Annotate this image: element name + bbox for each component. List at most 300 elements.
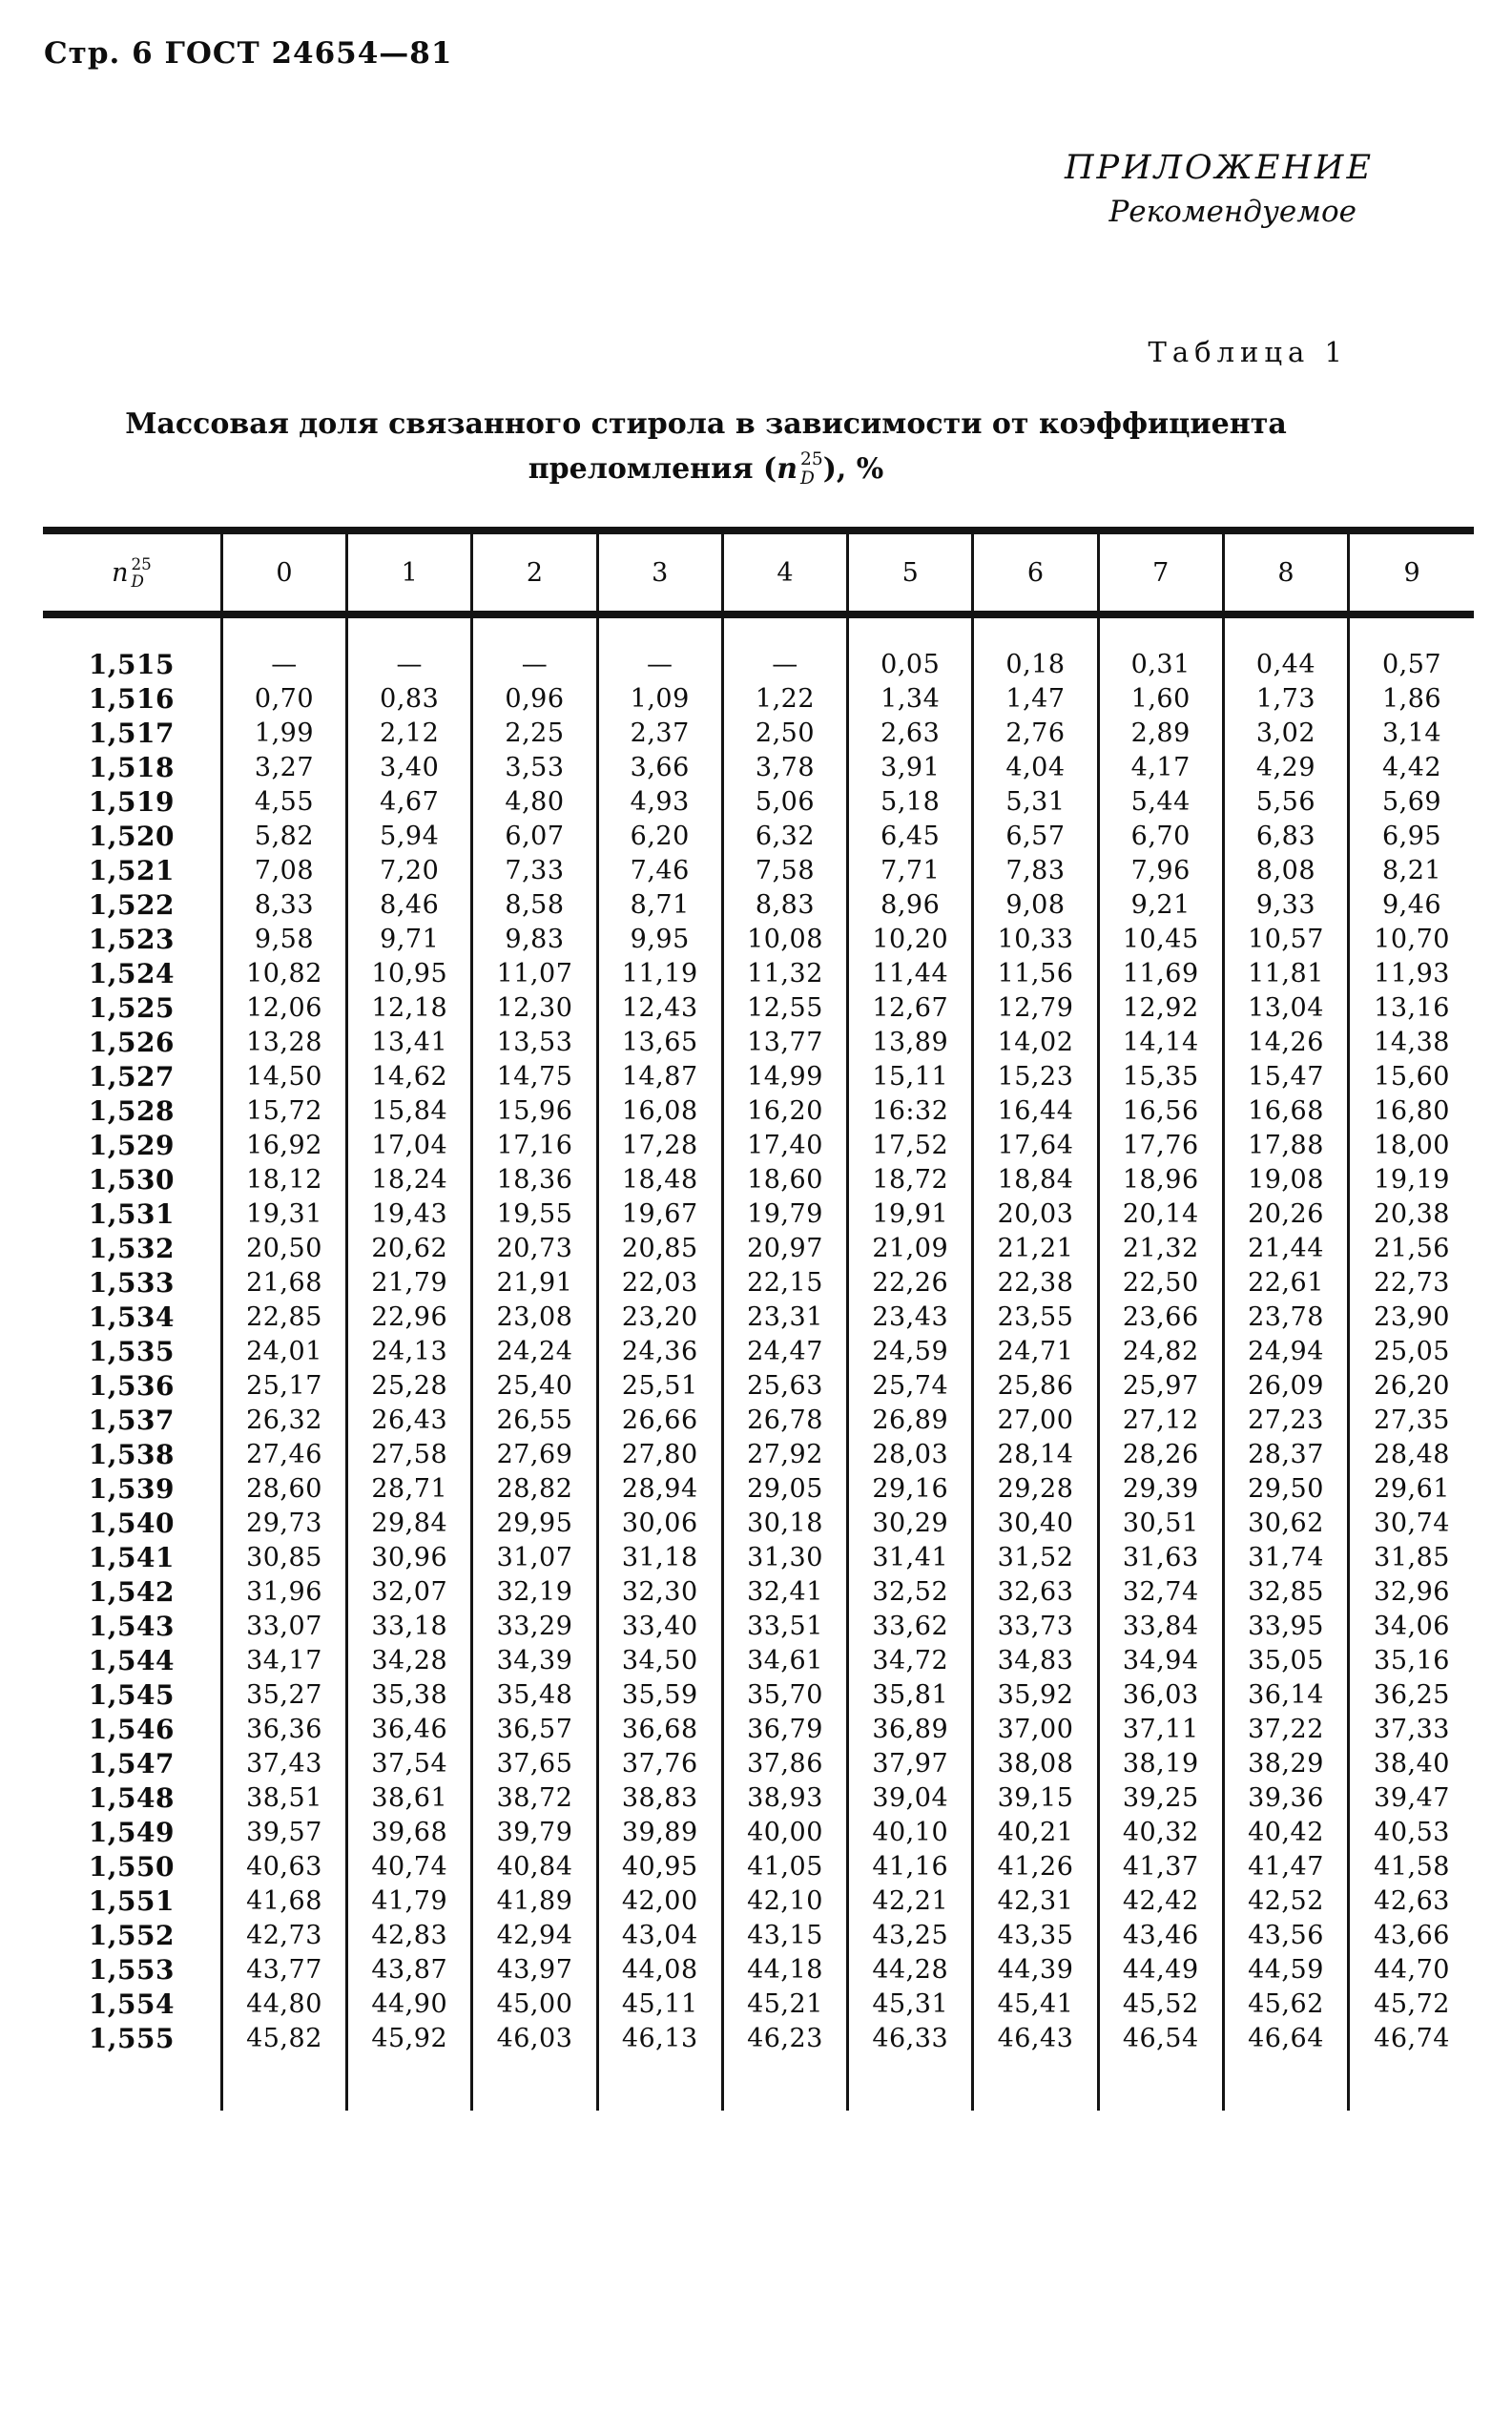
- value-cell: 29,39: [1098, 1471, 1223, 1506]
- value-cell: 42,31: [973, 1883, 1098, 1918]
- value-cell: 27,69: [472, 1437, 597, 1471]
- value-cell: 10,57: [1223, 922, 1348, 956]
- value-cell: 26,66: [597, 1403, 722, 1437]
- value-cell: 15,11: [848, 1059, 973, 1093]
- empty-cell: [472, 2055, 597, 2111]
- value-cell: 39,15: [973, 1780, 1098, 1815]
- value-cell: 44,80: [221, 1987, 346, 2021]
- value-cell: 26,55: [472, 1403, 597, 1437]
- value-cell: —: [347, 614, 472, 681]
- value-cell: 22,03: [597, 1265, 722, 1300]
- value-cell: 19,79: [722, 1197, 847, 1231]
- value-cell: 5,06: [722, 784, 847, 819]
- empty-cell: [1349, 2055, 1474, 2111]
- value-cell: 33,18: [347, 1609, 472, 1643]
- value-cell: 21,09: [848, 1231, 973, 1265]
- value-cell: 4,93: [597, 784, 722, 819]
- title-line2-prefix: преломления (: [528, 451, 777, 486]
- nd-value: 1,536: [88, 1369, 176, 1402]
- nd-value: 1,552: [88, 1919, 176, 1951]
- nd-value: 1,517: [88, 717, 176, 749]
- value-cell: 4,29: [1223, 750, 1348, 784]
- value-cell: 38,08: [973, 1746, 1098, 1780]
- value-cell: 3,14: [1349, 716, 1474, 750]
- table-row: [43, 1574, 1474, 1609]
- value-cell: 41,58: [1349, 1849, 1474, 1883]
- value-cell: 5,18: [848, 784, 973, 819]
- value-cell: 24,59: [848, 1334, 973, 1368]
- value-cell: 40,32: [1098, 1815, 1223, 1849]
- value-cell: 20,14: [1098, 1197, 1223, 1231]
- value-cell: 12,18: [347, 990, 472, 1025]
- value-cell: 46,64: [1223, 2021, 1348, 2055]
- value-cell: 42,52: [1223, 1883, 1348, 1918]
- value-cell: 35,05: [1223, 1643, 1348, 1677]
- value-cell: 32,74: [1098, 1574, 1223, 1609]
- value-cell: 5,82: [221, 819, 346, 853]
- value-cell: 21,68: [221, 1265, 346, 1300]
- value-cell: 25,51: [597, 1368, 722, 1403]
- value-cell: 37,76: [597, 1746, 722, 1780]
- value-cell: 27,80: [597, 1437, 722, 1471]
- value-cell: 46,33: [848, 2021, 973, 2055]
- value-cell: 9,46: [1349, 887, 1474, 922]
- value-cell: 22,38: [973, 1265, 1098, 1300]
- value-cell: 18,72: [848, 1162, 973, 1197]
- value-cell: 17,64: [973, 1128, 1098, 1162]
- value-cell: 34,72: [848, 1643, 973, 1677]
- value-cell: 45,41: [973, 1987, 1098, 2021]
- value-cell: 1,34: [848, 681, 973, 716]
- empty-cell: [43, 2055, 221, 2111]
- value-cell: 42,73: [221, 1918, 346, 1952]
- table-row: [43, 1334, 1474, 1368]
- value-cell: 3,53: [472, 750, 597, 784]
- nd-value: 1,530: [88, 1163, 176, 1196]
- value-cell: 27,92: [722, 1437, 847, 1471]
- value-cell: 40,63: [221, 1849, 346, 1883]
- value-cell: 12,06: [221, 990, 346, 1025]
- value-cell: 36,57: [472, 1712, 597, 1746]
- value-cell: 26,32: [221, 1403, 346, 1437]
- value-cell: 37,97: [848, 1746, 973, 1780]
- value-cell: 46,13: [597, 2021, 722, 2055]
- table-title-line1: Массовая доля связанного стирола в зависимости от коэффициента: [125, 407, 1287, 441]
- value-cell: 8,46: [347, 887, 472, 922]
- appendix-subtitle: Рекомендуемое: [1108, 195, 1357, 229]
- value-cell: 14,62: [347, 1059, 472, 1093]
- value-cell: 11,69: [1098, 956, 1223, 990]
- value-cell: 3,66: [597, 750, 722, 784]
- nd-value: 1,546: [88, 1713, 176, 1745]
- value-cell: 42,10: [722, 1883, 847, 1918]
- value-cell: 39,89: [597, 1815, 722, 1849]
- table-row: [43, 1746, 1474, 1780]
- value-cell: 32,19: [472, 1574, 597, 1609]
- table-row: [43, 1059, 1474, 1093]
- empty-cell: [973, 2055, 1098, 2111]
- nd-value: 1,521: [88, 854, 176, 886]
- value-cell: 15,60: [1349, 1059, 1474, 1093]
- value-cell: 35,70: [722, 1677, 847, 1712]
- value-cell: 44,39: [973, 1952, 1098, 1987]
- value-cell: 37,86: [722, 1746, 847, 1780]
- value-cell: 17,04: [347, 1128, 472, 1162]
- title-line2-suffix: ), %: [822, 451, 884, 486]
- value-cell: 37,00: [973, 1712, 1098, 1746]
- value-cell: 6,70: [1098, 819, 1223, 853]
- table-body: [43, 614, 1474, 2111]
- nd-value: 1,533: [88, 1266, 176, 1299]
- value-cell: 35,59: [597, 1677, 722, 1712]
- value-cell: 31,07: [472, 1540, 597, 1574]
- value-cell: 41,37: [1098, 1849, 1223, 1883]
- value-cell: 25,86: [973, 1368, 1098, 1403]
- value-cell: 29,28: [973, 1471, 1098, 1506]
- value-cell: 45,92: [347, 2021, 472, 2055]
- col-header-1: 1: [347, 531, 472, 614]
- nd-value: 1,526: [88, 1026, 176, 1058]
- value-cell: 14,02: [973, 1025, 1098, 1059]
- value-cell: 1,22: [722, 681, 847, 716]
- col-header-5: 5: [848, 531, 973, 614]
- value-cell: 7,08: [221, 853, 346, 887]
- styrene-table: [43, 527, 1474, 2111]
- value-cell: 21,32: [1098, 1231, 1223, 1265]
- value-cell: 6,57: [973, 819, 1098, 853]
- value-cell: 6,07: [472, 819, 597, 853]
- value-cell: 4,67: [347, 784, 472, 819]
- table-row: [43, 681, 1474, 716]
- value-cell: 3,27: [221, 750, 346, 784]
- value-cell: 39,57: [221, 1815, 346, 1849]
- value-cell: 24,36: [597, 1334, 722, 1368]
- value-cell: 34,28: [347, 1643, 472, 1677]
- value-cell: 18,00: [1349, 1128, 1474, 1162]
- value-cell: 11,19: [597, 956, 722, 990]
- value-cell: 26,09: [1223, 1368, 1348, 1403]
- value-cell: 25,28: [347, 1368, 472, 1403]
- value-cell: 4,55: [221, 784, 346, 819]
- value-cell: 37,33: [1349, 1712, 1474, 1746]
- value-cell: 3,02: [1223, 716, 1348, 750]
- value-cell: 32,63: [973, 1574, 1098, 1609]
- value-cell: 11,81: [1223, 956, 1348, 990]
- value-cell: 17,16: [472, 1128, 597, 1162]
- value-cell: 45,31: [848, 1987, 973, 2021]
- col-header-nd: [43, 531, 221, 614]
- value-cell: 34,50: [597, 1643, 722, 1677]
- value-cell: 28,82: [472, 1471, 597, 1506]
- col-header-7: 7: [1098, 531, 1223, 614]
- value-cell: 24,13: [347, 1334, 472, 1368]
- value-cell: 6,45: [848, 819, 973, 853]
- value-cell: 13,65: [597, 1025, 722, 1059]
- value-cell: 42,42: [1098, 1883, 1223, 1918]
- value-cell: 11,93: [1349, 956, 1474, 990]
- value-cell: 41,16: [848, 1849, 973, 1883]
- table-row: [43, 1368, 1474, 1403]
- value-cell: 31,30: [722, 1540, 847, 1574]
- value-cell: 11,44: [848, 956, 973, 990]
- value-cell: 44,18: [722, 1952, 847, 1987]
- table-row: [43, 1265, 1474, 1300]
- value-cell: 44,59: [1223, 1952, 1348, 1987]
- nd-value: 1,550: [88, 1850, 176, 1883]
- nd-value: 1,528: [88, 1094, 176, 1127]
- value-cell: 7,46: [597, 853, 722, 887]
- value-cell: 3,91: [848, 750, 973, 784]
- value-cell: 7,83: [973, 853, 1098, 887]
- table-row: [43, 887, 1474, 922]
- nd-value: 1,518: [88, 751, 176, 783]
- value-cell: 30,18: [722, 1506, 847, 1540]
- value-cell: 25,40: [472, 1368, 597, 1403]
- value-cell: 18,96: [1098, 1162, 1223, 1197]
- nd-value: 1,523: [88, 923, 176, 955]
- header-row: [43, 531, 1474, 614]
- value-cell: 33,29: [472, 1609, 597, 1643]
- value-cell: 16:32: [848, 1093, 973, 1128]
- value-cell: 18,24: [347, 1162, 472, 1197]
- value-cell: 16,20: [722, 1093, 847, 1128]
- empty-cell: [597, 2055, 722, 2111]
- nd-value: 1,537: [88, 1404, 176, 1436]
- table-row: [43, 784, 1474, 819]
- value-cell: 11,56: [973, 956, 1098, 990]
- value-cell: 5,56: [1223, 784, 1348, 819]
- value-cell: 35,81: [848, 1677, 973, 1712]
- value-cell: 23,90: [1349, 1300, 1474, 1334]
- value-cell: 8,96: [848, 887, 973, 922]
- table-row: [43, 1093, 1474, 1128]
- value-cell: 41,89: [472, 1883, 597, 1918]
- nd-value: 1,525: [88, 991, 176, 1024]
- value-cell: 18,12: [221, 1162, 346, 1197]
- value-cell: 22,96: [347, 1300, 472, 1334]
- value-cell: 2,25: [472, 716, 597, 750]
- value-cell: 29,16: [848, 1471, 973, 1506]
- value-cell: 10,95: [347, 956, 472, 990]
- value-cell: 22,15: [722, 1265, 847, 1300]
- value-cell: 6,83: [1223, 819, 1348, 853]
- value-cell: 32,07: [347, 1574, 472, 1609]
- value-cell: 46,43: [973, 2021, 1098, 2055]
- value-cell: 20,85: [597, 1231, 722, 1265]
- value-cell: 46,23: [722, 2021, 847, 2055]
- value-cell: 12,55: [722, 990, 847, 1025]
- table-title: [67, 403, 1345, 491]
- value-cell: 20,73: [472, 1231, 597, 1265]
- value-cell: 1,47: [973, 681, 1098, 716]
- value-cell: 19,55: [472, 1197, 597, 1231]
- value-cell: 26,89: [848, 1403, 973, 1437]
- value-cell: 31,18: [597, 1540, 722, 1574]
- value-cell: 41,26: [973, 1849, 1098, 1883]
- page-header: Стр. 6 ГОСТ 24654—81: [44, 36, 453, 71]
- value-cell: 2,37: [597, 716, 722, 750]
- col-header-0: 0: [221, 531, 346, 614]
- value-cell: 24,24: [472, 1334, 597, 1368]
- value-cell: 35,27: [221, 1677, 346, 1712]
- nd-value: 1,529: [88, 1129, 176, 1161]
- value-cell: 27,58: [347, 1437, 472, 1471]
- value-cell: 39,68: [347, 1815, 472, 1849]
- value-cell: 35,92: [973, 1677, 1098, 1712]
- value-cell: 36,89: [848, 1712, 973, 1746]
- value-cell: 33,07: [221, 1609, 346, 1643]
- value-cell: 19,91: [848, 1197, 973, 1231]
- empty-cell: [221, 2055, 346, 2111]
- value-cell: 24,71: [973, 1334, 1098, 1368]
- table-row: [43, 1609, 1474, 1643]
- value-cell: 42,00: [597, 1883, 722, 1918]
- value-cell: 10,70: [1349, 922, 1474, 956]
- value-cell: 13,28: [221, 1025, 346, 1059]
- value-cell: 13,16: [1349, 990, 1474, 1025]
- value-cell: 42,21: [848, 1883, 973, 1918]
- nd-value: 1,535: [88, 1335, 176, 1367]
- value-cell: 46,74: [1349, 2021, 1474, 2055]
- table-row: [43, 750, 1474, 784]
- value-cell: 11,32: [722, 956, 847, 990]
- value-cell: 29,84: [347, 1506, 472, 1540]
- value-cell: 14,50: [221, 1059, 346, 1093]
- value-cell: 1,86: [1349, 681, 1474, 716]
- value-cell: 0,83: [347, 681, 472, 716]
- value-cell: 19,43: [347, 1197, 472, 1231]
- value-cell: 22,61: [1223, 1265, 1348, 1300]
- value-cell: 2,76: [973, 716, 1098, 750]
- value-cell: 4,04: [973, 750, 1098, 784]
- value-cell: 21,79: [347, 1265, 472, 1300]
- value-cell: 39,36: [1223, 1780, 1348, 1815]
- value-cell: 43,15: [722, 1918, 847, 1952]
- value-cell: 44,90: [347, 1987, 472, 2021]
- value-cell: 28,37: [1223, 1437, 1348, 1471]
- value-cell: 20,38: [1349, 1197, 1474, 1231]
- empty-cell: [1098, 2055, 1223, 2111]
- value-cell: 36,14: [1223, 1677, 1348, 1712]
- table-row: [43, 956, 1474, 990]
- value-cell: 34,83: [973, 1643, 1098, 1677]
- table-row: [43, 1437, 1474, 1471]
- value-cell: 43,87: [347, 1952, 472, 1987]
- table-row: [43, 1815, 1474, 1849]
- value-cell: 39,47: [1349, 1780, 1474, 1815]
- value-cell: 2,89: [1098, 716, 1223, 750]
- value-cell: 9,95: [597, 922, 722, 956]
- value-cell: 43,56: [1223, 1918, 1348, 1952]
- value-cell: 45,00: [472, 1987, 597, 2021]
- value-cell: 7,96: [1098, 853, 1223, 887]
- value-cell: 5,31: [973, 784, 1098, 819]
- value-cell: 20,26: [1223, 1197, 1348, 1231]
- value-cell: 36,79: [722, 1712, 847, 1746]
- value-cell: 28,60: [221, 1471, 346, 1506]
- nd-value: 1,551: [88, 1884, 176, 1917]
- value-cell: 18,48: [597, 1162, 722, 1197]
- value-cell: 27,35: [1349, 1403, 1474, 1437]
- value-cell: 38,83: [597, 1780, 722, 1815]
- value-cell: 3,40: [347, 750, 472, 784]
- value-cell: 15,96: [472, 1093, 597, 1128]
- table-row: [43, 1197, 1474, 1231]
- value-cell: 43,04: [597, 1918, 722, 1952]
- value-cell: 43,25: [848, 1918, 973, 1952]
- nd-value: 1,534: [88, 1301, 176, 1333]
- value-cell: 28,14: [973, 1437, 1098, 1471]
- value-cell: 5,44: [1098, 784, 1223, 819]
- value-cell: 20,62: [347, 1231, 472, 1265]
- value-cell: 9,08: [973, 887, 1098, 922]
- value-cell: 21,44: [1223, 1231, 1348, 1265]
- value-cell: 13,89: [848, 1025, 973, 1059]
- value-cell: 9,21: [1098, 887, 1223, 922]
- value-cell: 41,05: [722, 1849, 847, 1883]
- table-row: [43, 716, 1474, 750]
- value-cell: 39,25: [1098, 1780, 1223, 1815]
- value-cell: 9,58: [221, 922, 346, 956]
- value-cell: 33,84: [1098, 1609, 1223, 1643]
- value-cell: 33,51: [722, 1609, 847, 1643]
- value-cell: 19,31: [221, 1197, 346, 1231]
- value-cell: 40,00: [722, 1815, 847, 1849]
- value-cell: 9,33: [1223, 887, 1348, 922]
- value-cell: 7,20: [347, 853, 472, 887]
- value-cell: 29,95: [472, 1506, 597, 1540]
- value-cell: 32,41: [722, 1574, 847, 1609]
- value-cell: 9,83: [472, 922, 597, 956]
- value-cell: 7,58: [722, 853, 847, 887]
- value-cell: 20,97: [722, 1231, 847, 1265]
- value-cell: 8,21: [1349, 853, 1474, 887]
- table-row: [43, 1918, 1474, 1952]
- nd-value: 1,527: [88, 1060, 176, 1093]
- value-cell: 14,38: [1349, 1025, 1474, 1059]
- value-cell: 13,53: [472, 1025, 597, 1059]
- table-row: [43, 1300, 1474, 1334]
- value-cell: 29,73: [221, 1506, 346, 1540]
- value-cell: 22,73: [1349, 1265, 1474, 1300]
- value-cell: 40,84: [472, 1849, 597, 1883]
- value-cell: 0,44: [1223, 614, 1348, 681]
- value-cell: 34,94: [1098, 1643, 1223, 1677]
- value-cell: 41,68: [221, 1883, 346, 1918]
- value-cell: 0,57: [1349, 614, 1474, 681]
- table-row: [43, 819, 1474, 853]
- nd-value: 1,520: [88, 820, 176, 852]
- value-cell: 9,71: [347, 922, 472, 956]
- value-cell: 44,08: [597, 1952, 722, 1987]
- table-row: [43, 1471, 1474, 1506]
- value-cell: 16,80: [1349, 1093, 1474, 1128]
- value-cell: 15,84: [347, 1093, 472, 1128]
- value-cell: 1,60: [1098, 681, 1223, 716]
- value-cell: 16,56: [1098, 1093, 1223, 1128]
- value-cell: 23,43: [848, 1300, 973, 1334]
- value-cell: 23,78: [1223, 1300, 1348, 1334]
- value-cell: 34,61: [722, 1643, 847, 1677]
- nd-value: 1,541: [88, 1541, 176, 1573]
- value-cell: 30,06: [597, 1506, 722, 1540]
- value-cell: 38,19: [1098, 1746, 1223, 1780]
- value-cell: 2,12: [347, 716, 472, 750]
- value-cell: 40,95: [597, 1849, 722, 1883]
- table-row: [43, 1952, 1474, 1987]
- value-cell: 38,61: [347, 1780, 472, 1815]
- value-cell: 36,46: [347, 1712, 472, 1746]
